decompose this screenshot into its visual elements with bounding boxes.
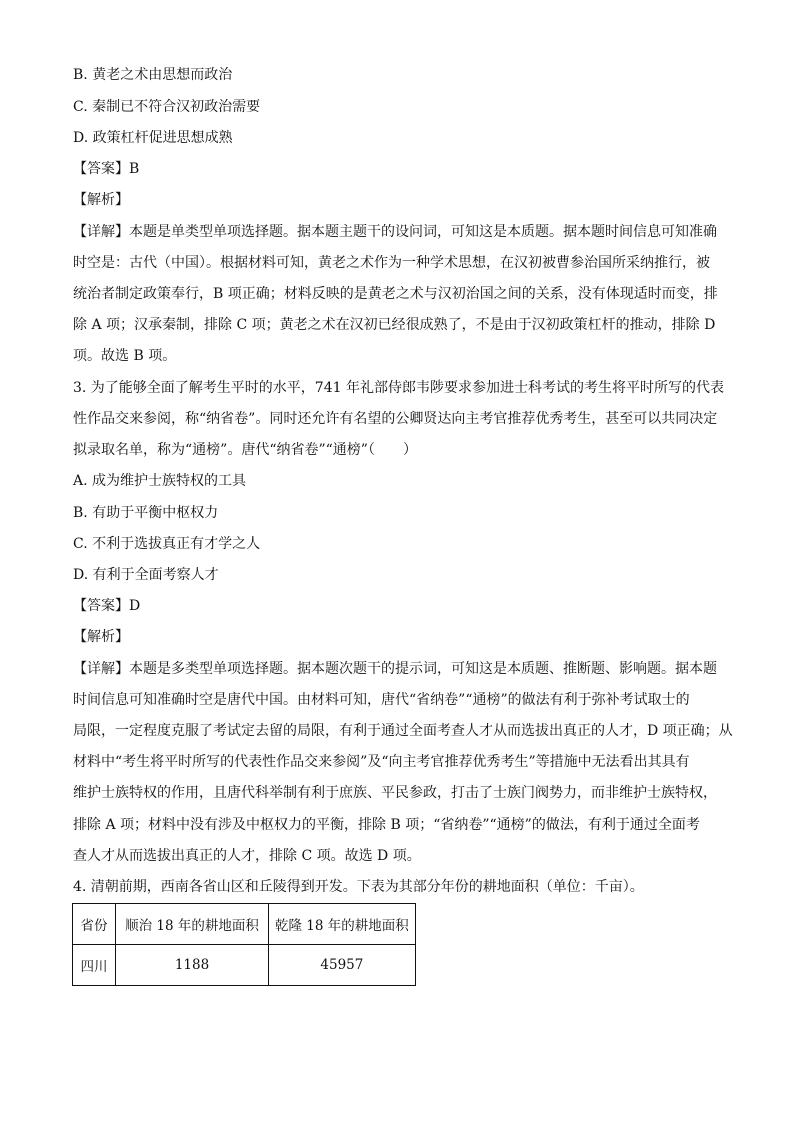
option-c: C. 不利于选拔真正有才学之人: [73, 536, 261, 552]
answer-label: 【答案】B: [73, 161, 140, 177]
explanation-line: 【详解】本题是单类型单项选择题。据本题主题干的设问词，可知这是本质题。据本题时间信息可知准确: [73, 224, 717, 240]
explanation-line: 项。故选 B 项。: [73, 348, 177, 364]
analysis-label: 【解析】: [73, 192, 129, 208]
table-row: [73, 945, 416, 986]
explanation-line: 排除 A 项；材料中没有涉及中枢权力的平衡，排除 B 项；“省纳卷”“通榜”的做法，有利于通过全面考: [73, 817, 700, 833]
farmland-table: [72, 903, 416, 986]
option-b: B. 有助于平衡中枢权力: [73, 505, 219, 521]
table-header-cell: 顺治 18 年的耕地面积: [116, 904, 269, 945]
option-a: A. 成为维护士族特权的工具: [73, 473, 247, 489]
answer-label: 【答案】D: [73, 598, 141, 614]
table-cell: 1188: [116, 945, 269, 986]
explanation-line: 查人才从而选拔出真正的人才，排除 C 项。故选 D 项。: [73, 848, 421, 864]
option-b: B. 黄老之术由思想而政治: [73, 67, 233, 83]
question-3-stem: 拟录取名单，称为“通榜”。唐代“纳省卷”“通榜”（ ）: [73, 442, 417, 458]
table-cell: 45957: [269, 945, 416, 986]
explanation-line: 局限，一定程度克服了考试定去留的局限，有利于通过全面考查人才从而选拔出真正的人才，D 项正确；从: [73, 723, 733, 739]
question-4-stem: 4. 清朝前期，西南各省山区和丘陵得到开发。下表为其部分年份的耕地面积（单位：千亩）。: [73, 879, 644, 895]
explanation-line: 除 A 项；汉承秦制，排除 C 项；黄老之术在汉初已经很成熟了，不是由于汉初政策杠杆的推动，排除 D: [73, 317, 716, 333]
analysis-label: 【解析】: [73, 629, 129, 645]
table-header-cell: 省份: [73, 904, 116, 945]
explanation-line: 统治者制定政策奉行，B 项正确；材料反映的是黄老之术与汉初治国之间的关系，没有体现适时而变，排: [73, 286, 718, 302]
explanation-line: 材料中“考生将平时所写的代表性作品交来参阅”及“向主考官推荐优秀考生”等措施中无法看出其具有: [73, 754, 690, 770]
question-3-stem: 3. 为了能够全面了解考生平时的水平，741 年礼部侍郎韦陟要求参加进士科考试的考生将平时所写的代表: [73, 380, 724, 396]
explanation-line: 时空是：古代（中国）。根据材料可知，黄老之术作为一种学术思想，在汉初被曹参治国所采纳推行，被: [73, 255, 710, 271]
table-cell: 四川: [73, 945, 116, 986]
option-d: D. 有利于全面考察人才: [73, 567, 219, 583]
explanation-line: 维护士族特权的作用，且唐代科举制有利于庶族、平民参政，打击了士族门阀势力，而非维护士族特权，: [73, 785, 717, 801]
table-header-cell: 乾隆 18 年的耕地面积: [269, 904, 416, 945]
explanation-line: 【详解】本题是多类型单项选择题。据本题次题干的提示词，可知这是本质题、推断题、影响题。据本题: [73, 661, 717, 677]
option-c: C. 秦制已不符合汉初政治需要: [73, 99, 261, 115]
option-d: D. 政策杠杆促进思想成熟: [73, 130, 233, 146]
table-header-row: [73, 904, 416, 945]
question-3-stem: 性作品交来参阅，称“纳省卷”。同时还允许有名望的公卿贤达向主考官推荐优秀考生，甚至可以共同决定: [73, 411, 718, 427]
explanation-line: 时间信息可知准确时空是唐代中国。由材料可知，唐代“省纳卷”“通榜”的做法有利于弥补考试取士的: [73, 692, 690, 708]
